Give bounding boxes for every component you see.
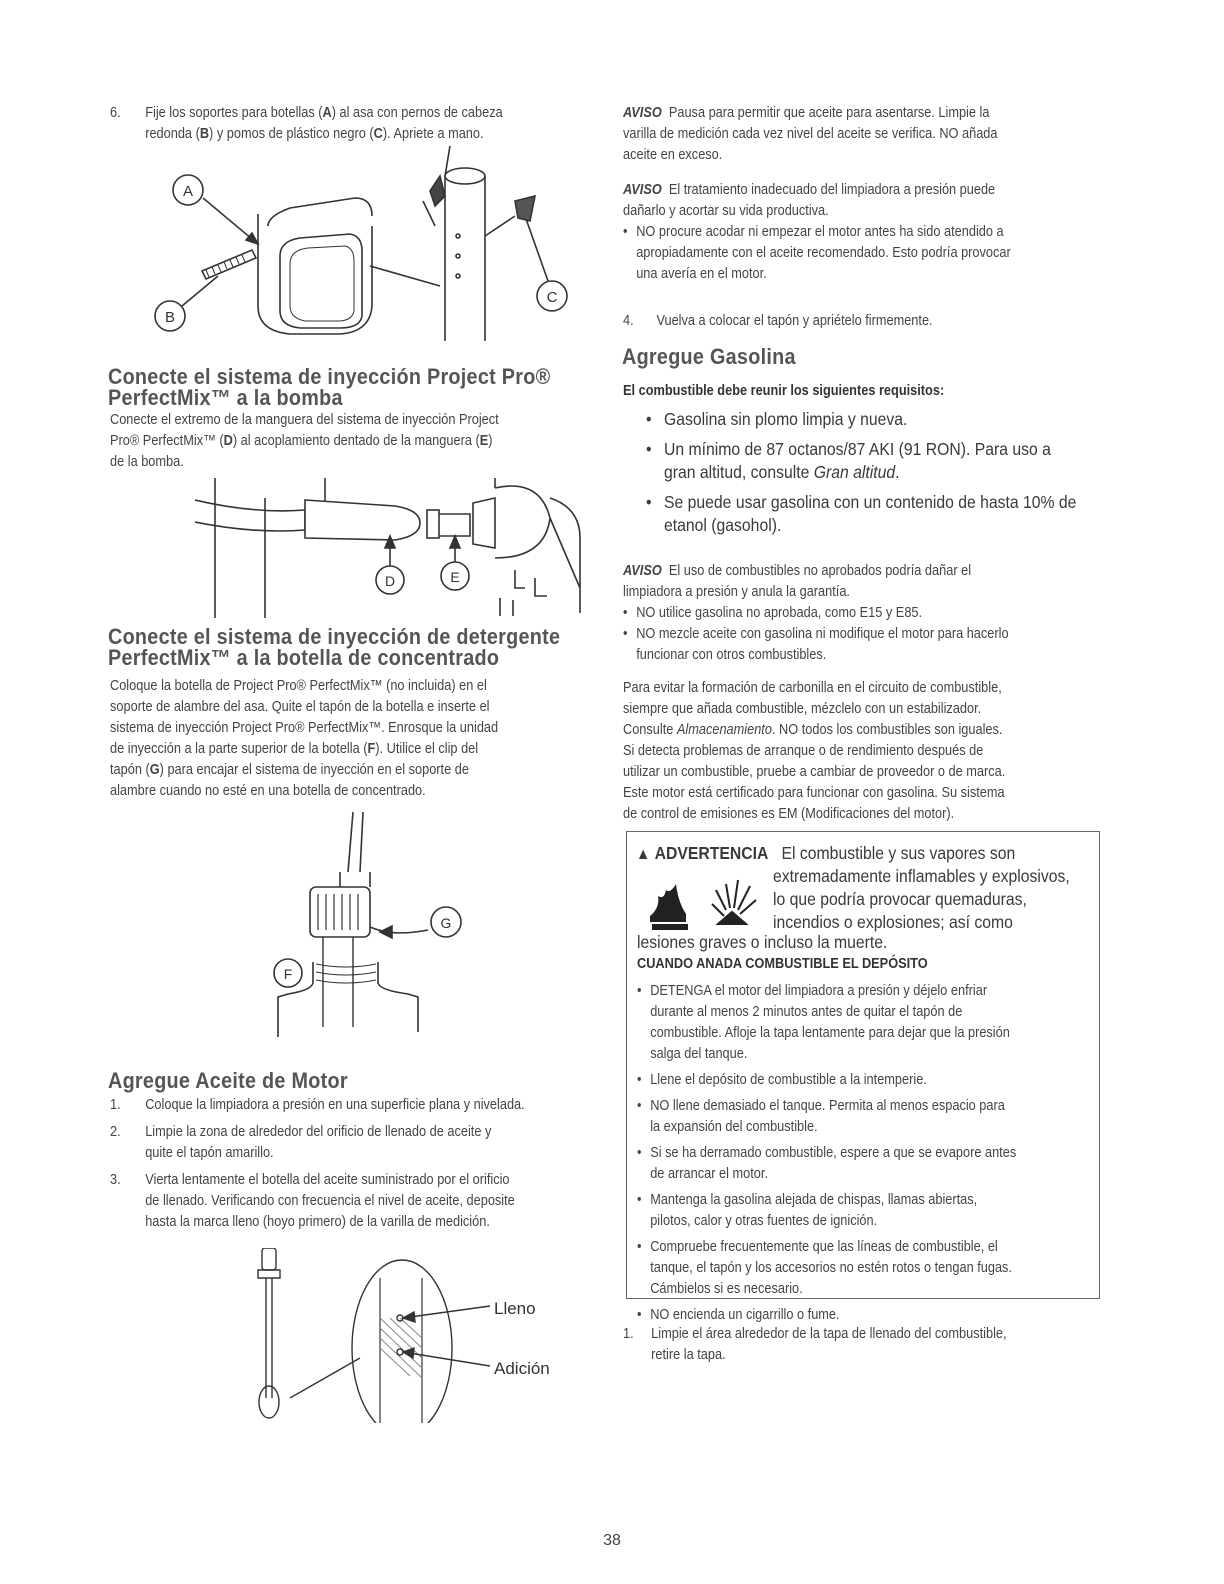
detergent-paragraph: Coloque la botella de Project Pro® PerfectMix™ (no incluida) en el soporte de alambre del asa. Quite el tapón de la botella e inserte el sistema de inyección Project Pro® PerfectMix™. Enrosque la unidad de inyección a la parte superior de la botella (F). Utilice el clip del tapón (G) para encajar el sistema de inyección en el soporte de alambre cuando no esté en una botella de concentrado. — [110, 678, 499, 799]
warning-pictograms — [646, 872, 766, 932]
bullet-no-mix: • NO mezcle aceite con gasolina ni modifique el motor para hacerlo funcionar con otros combustibles. — [623, 624, 1107, 666]
step-6: 6. Fije los soportes para botellas (A) al asa con pernos de cabeza redonda (B) y pomos de plástico negro (C). Apriete a mano. — [110, 105, 503, 142]
warning-bullet: • NO llene demasiado el tanque. Permita al menos espacio para la expansión del combustible. — [637, 1096, 1095, 1138]
warning-text-end: lesiones graves o incluso la muerte. — [637, 932, 888, 952]
bottle-holder-figure — [140, 146, 580, 341]
section-title-detergent: Conecte el sistema de inyección de detergente PerfectMix™ a la botella de concentrado — [108, 624, 561, 670]
warning-bullet: • Mantenga la gasolina alejada de chispas, llamas abiertas, pilotos, calor y otras fuentes de ignición. — [637, 1190, 1095, 1232]
fuel-req-ethanol: • Se puede usar gasolina con un contenido de hasta 10% de etanol (gasohol). — [646, 491, 1114, 537]
oil-step-2: 2. Limpie la zona de alrededor del orificio de llenado de aceite y quite el tapón amarillo. — [110, 1124, 492, 1161]
aviso-label: AVISO — [623, 182, 662, 198]
fuel-req-unleaded: • Gasolina sin plomo limpia y nueva. — [646, 408, 1114, 431]
bullet-e15: • NO utilice gasolina no aprobada, como E15 y E85. — [623, 603, 1107, 624]
warning-text-indented: extremadamente inflamables y explosivos, lo que podría provocar quemaduras, incendios o explosiones; así como — [773, 866, 1070, 932]
injection-paragraph: Conecte el extremo de la manguera del sistema de inyección Project Pro® PerfectMix™ (D) al acoplamiento dentado de la manguera (E) de la bomba. — [110, 412, 499, 470]
hose-connection-figure — [195, 478, 585, 618]
callout-f: F — [283, 966, 293, 982]
step-number: 6. — [110, 105, 121, 121]
callout-g: G — [440, 915, 452, 931]
warning-bullet: • NO encienda un cigarrillo o fume. — [637, 1305, 1095, 1326]
oil-step-3: 3. Vierta lentamente el botella del aceite suministrado por el orificio de llenado. Verificando con frecuencia el nivel de aceite, deposite hasta la marca lleno (hoyo primero) de la varilla de medición. — [110, 1172, 515, 1230]
aviso-oil-settle: AVISO Pausa para permitir que aceite para asentarse. Limpie la varilla de medición cada vez nivel del aceite se verifica. NO añada aceite en exceso. — [623, 105, 998, 163]
warning-triangle-icon: ▲ — [636, 846, 651, 863]
explosion-icon — [712, 880, 756, 924]
fire-icon — [650, 884, 688, 930]
aviso-improper-treatment: AVISO El tratamiento inadecuado del limpiadora a presión puede dañarlo y acortar su vida productiva. • NO procure acodar ni empezar el motor antes ha sido atendido a apropiadamente con el aceite recomendado. Esto podría provocar una avería en el motor. — [623, 180, 1107, 285]
warning-bullets — [637, 981, 1095, 1326]
step-4: 4. Vuelva a colocar el tapón y apriételo firmemente. — [623, 313, 933, 329]
section-title-oil: Agregue Aceite de Motor — [108, 1068, 348, 1093]
callout-d: D — [384, 573, 396, 589]
aviso-unapproved-fuel: AVISO El uso de combustibles no aprobados podría dañar el limpiadora a presión y anula la garantía. • NO utilice gasolina no aprobada, como E15 y E85. • NO mezcle aceite con gasolina ni modifique el motor para hacerlo funcionar con otros combustibles. — [623, 561, 1107, 666]
warning-subhead: CUANDO ANADA COMBUSTIBLE EL DEPÓSITO — [637, 956, 928, 972]
section-title-injection: Conecte el sistema de inyección Project Pro® PerfectMix™ a la bomba — [108, 364, 551, 410]
callout-c: C — [546, 289, 558, 306]
callout-e: E — [450, 569, 460, 585]
oil-steps — [110, 1095, 585, 1233]
callout-a: A — [182, 183, 194, 200]
warning-bullet: • Llene el depósito de combustible a la intemperie. — [637, 1070, 1095, 1091]
step-1-fuel-cap: 1. Limpie el área alrededor de la tapa de llenado del combustible, retire la tapa. — [623, 1326, 1007, 1363]
warning-header: ▲ ADVERTENCIA El combustible y sus vapores son — [636, 843, 1016, 863]
bullet-engine-start: • NO procure acodar ni empezar el motor antes ha sido atendido a apropiadamente con el aceite recomendado. Esto podría provocar una avería en el motor. — [623, 222, 1107, 285]
fuel-requirements-list — [646, 408, 1114, 537]
page-number: 38 — [603, 1532, 621, 1549]
fuel-requirements-subhead: El combustible debe reunir los siguientes requisitos: — [623, 383, 945, 399]
label-adicion: Adición — [494, 1359, 550, 1378]
dipstick-figure — [250, 1248, 570, 1423]
section-title-gasoline: Agregue Gasolina — [622, 344, 796, 369]
fuel-stabilizer-paragraph: Para evitar la formación de carbonilla en el circuito de combustible, siempre que añada combustible, mézclelo con un estabilizador. Consulte Almacenamiento. NO todos los combustibles son iguales. Si detecta problemas de arranque o de rendimiento después de utilizar un combustible, pruebe a cambiar de proveedor o de marca. Este motor está certificado para funcionar con gasolina. Su sistema de control de emisiones es EM (Modificaciones del motor). — [623, 680, 1006, 822]
aviso-label: AVISO — [623, 563, 662, 579]
concentrate-bottle-figure — [268, 812, 488, 1037]
warning-bullet: • DETENGA el motor del limpiadora a presión y déjelo enfriar durante al menos 2 minutos antes de quitar el tapón de combustible. Afloje la tapa lentamente para dejar que la presión salga del tanque. — [637, 981, 1095, 1065]
oil-step-1: 1. Coloque la limpiadora a presión en una superficie plana y nivelada. — [110, 1097, 525, 1113]
label-lleno: Lleno — [494, 1299, 536, 1318]
callout-b: B — [164, 309, 176, 326]
warning-label: ADVERTENCIA — [654, 843, 769, 863]
warning-bullet: • Si se ha derramado combustible, espere a que se evapore antes de arrancar el motor. — [637, 1143, 1095, 1185]
warning-bullet: • Compruebe frecuentemente que las líneas de combustible, el tanque, el tapón y los accesorios no estén rotos o tengan fugas. Cámbielos si es necesario. — [637, 1237, 1095, 1300]
fuel-req-octane: • Un mínimo de 87 octanos/87 AKI (91 RON). Para uso a gran altitud, consulte Gran altitud. — [646, 438, 1114, 484]
aviso-label: AVISO — [623, 105, 662, 121]
